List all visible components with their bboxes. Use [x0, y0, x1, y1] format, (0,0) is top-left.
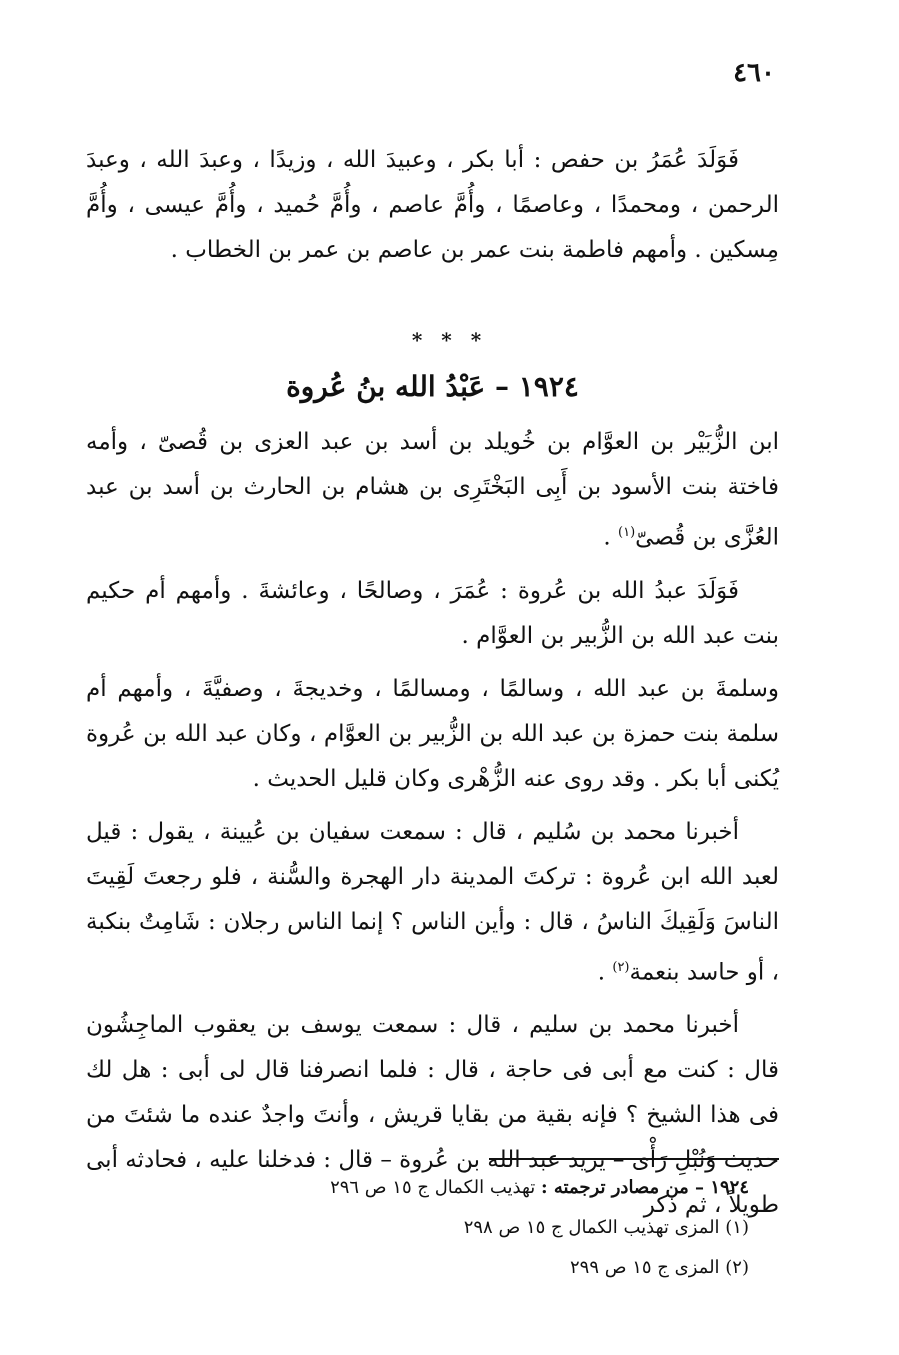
footnote-ref: (٢) — [612, 959, 630, 975]
footnote-divider — [489, 1158, 779, 1160]
footnote-sources-text: تهذيب الكمال ج ١٥ ص ٢٩٦ — [330, 1177, 536, 1198]
body-paragraph — [86, 667, 779, 802]
entry-heading — [86, 370, 779, 403]
entry-number: ١٩٢٤ — [518, 370, 579, 403]
footnote-ref: (١) — [618, 525, 636, 540]
footnote-item: (١) المزى تهذيب الكمال ج ١٥ ص ٢٩٨ — [463, 1217, 749, 1238]
entry-dash: – — [495, 370, 509, 403]
entry-name: عَبْدُ الله بنُ عُروة — [286, 370, 486, 403]
paragraph-end: . — [597, 959, 613, 986]
footnote-item: (٢) المزى ج ١٥ ص ٢٩٩ — [570, 1257, 749, 1278]
intro-paragraph: فَوَلَدَ عُمَرُ بن حفص : أبا بكر ، وعبيدَ الله ، وزيدًا ، وعبدَ الله ، وعبدَ الرحمن ، ومحمدًا ، وعاصمًا ، وأُمَّ عاصم ، وأُمَّ حُميد ، وأُمَّ عيسى ، وأُمَّ مِسكين . وأمهم فاطمة بنت عمر بن عاصم بن عمر بن الخطاب . — [86, 147, 779, 263]
paragraph-end: . — [603, 524, 619, 551]
body-paragraph — [86, 810, 779, 996]
footnote-sources — [86, 1168, 749, 1208]
page-number: ٤٦٠ — [733, 58, 775, 88]
footnote-sources-lead: ١٩٢٤ – من مصادر ترجمته : — [541, 1177, 749, 1198]
paragraph-text: أخبرنا محمد بن سُليم ، قال : سمعت سفيان بن عُيينة ، يقول : قيل لعبد الله ابن عُروة : تركتَ المدينة دار الهجرة والسُّنة ، فلو رجعتَ لَقِيتَ الناسَ وَلَقِيكَ الناسُ ، قال : وأين الناس ؟ إنما الناس رجلان : شَامِتٌ بنكبة ، أو حاسد بنعمة — [86, 818, 779, 986]
paragraph-text: أخبرنا محمد بن سليم ، قال : سمعت يوسف بن يعقوب الماجِشُون قال : كنت مع أبى فى حاجة ، قال : فلما انصرفنا قال لى أبى : هل لك فى هذا الشيخ ؟ فإنه بقية من بقايا قريش ، وأنتَ واجدٌ عنده ما شئتَ من حديث وَنُبْلِ رَأْى – يريد عبد الله بن عُروة – قال : فدخلنا عليه ، فحادثه أبى طويلاً ، ثم ذكر — [86, 1012, 779, 1219]
body-paragraph — [86, 420, 779, 561]
paragraph-text: وسلمةَ بن عبد الله ، وسالمًا ، ومسالمًا ، وخديجةَ ، وصفيَّةَ ، وأمهم أم سلمة بنت حمزة بن عبد الله بن الزُّبير بن العوَّام ، وكان عبد الله بن عُروة يُكنى أبا بكر . وقد روى عنه الزُّهْرى وكان قليل الحديث . — [86, 675, 779, 792]
paragraph-text: ابن الزُّبَيْر بن العوَّام بن خُويلد بن أسد بن عبد العزى بن قُصىّ ، وأمه فاختة بنت الأسود بن أَبِى البَخْتَرِى بن هشام بن الحارث بن أسد بن عبد العُزَّى بن قُصىّ — [86, 429, 779, 551]
entry-body — [86, 420, 779, 1228]
paragraph-text: فَوَلَدَ عبدُ الله بن عُروة : عُمَرَ ، وصالحًا ، وعائشةَ . وأمهم أم حكيم بنت عبد الله بن الزُّبير بن العوَّام . — [86, 577, 779, 649]
section-separator: * * * — [411, 328, 488, 352]
intro-text — [86, 138, 779, 273]
footnotes — [86, 1168, 749, 1288]
body-paragraph — [86, 569, 779, 659]
